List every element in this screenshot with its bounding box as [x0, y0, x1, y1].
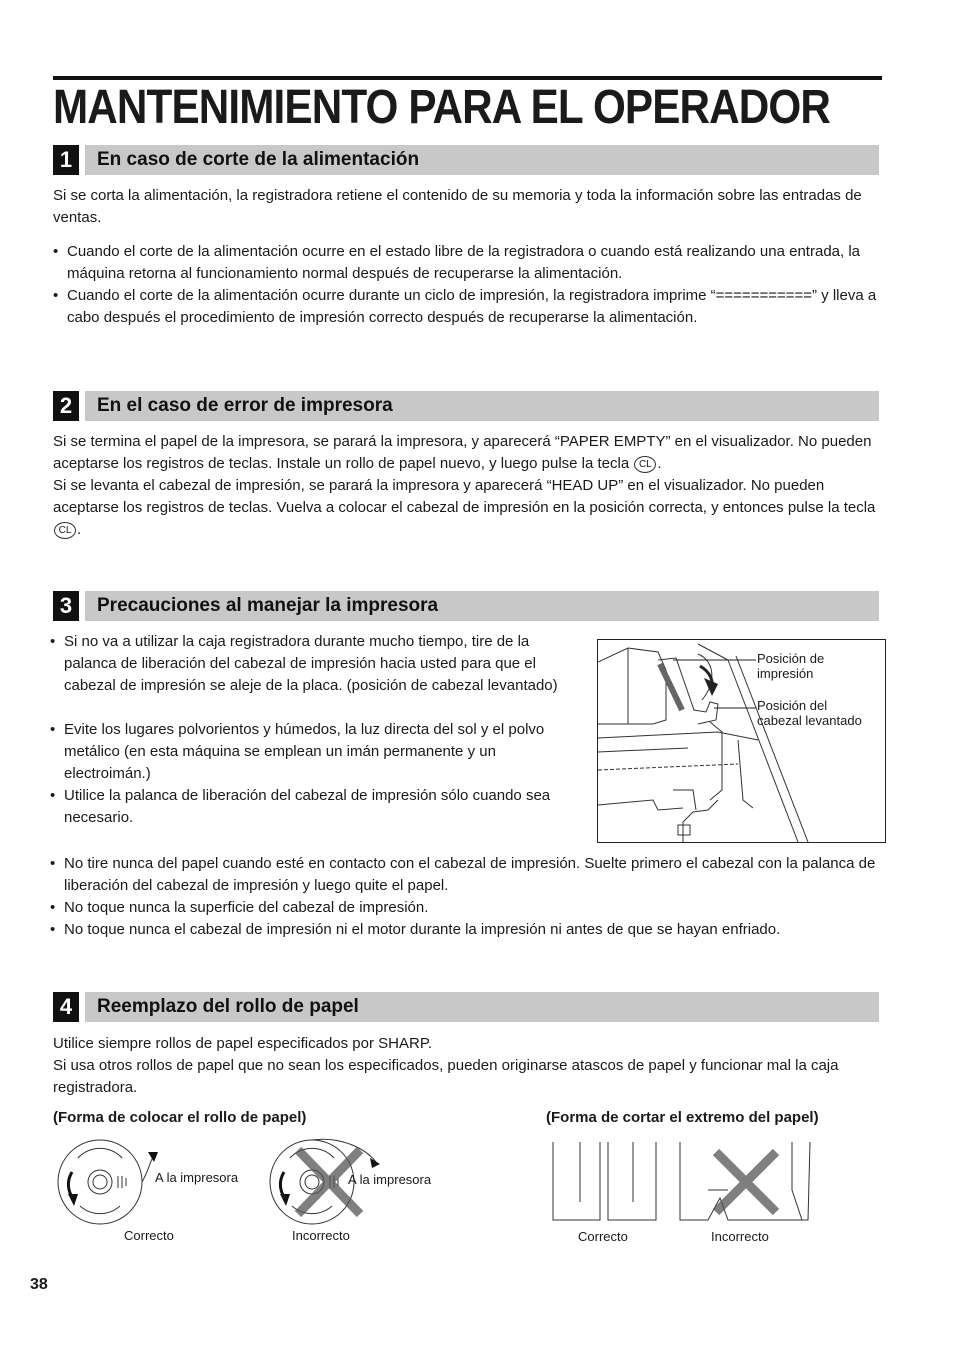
roll-placement-caption: (Forma de colocar el rollo de papel) [53, 1109, 307, 1126]
section-1-intro: Si se corta la alimentación, la registradora retiene el contenido de su memoria y toda la información sobre las entradas de ventas. [53, 187, 862, 226]
period: . [77, 521, 82, 538]
section-header-2 [53, 391, 879, 421]
paper-cut-illustration [548, 1140, 818, 1225]
section-header-4 [53, 992, 879, 1022]
section-title-bar [85, 145, 879, 175]
section-title: Precauciones al manejar la impresora [97, 595, 439, 616]
cl-key-icon: CL [54, 522, 76, 539]
section-title-bar [85, 391, 879, 421]
incorrect-label: Incorrecto [292, 1228, 350, 1243]
paper-warning-text: Si usa otros rollos de papel que no sean los especificados, pueden originarse atascos de papel y funcionar mal la caja registradora. [53, 1057, 839, 1096]
paper-empty-text: Si se termina el papel de la impresora, se parará la impresora, y aparecerá “PAPER EMPTY” en el visualizador. No pueden aceptarse los registros de teclas. Instale un rollo de papel nuevo, y luego pulse la tecla [53, 433, 872, 472]
section-3-bullets-wide [50, 853, 885, 941]
period: . [657, 455, 662, 472]
list-item: • Cuando el corte de la alimentación ocurre en el estado libre de la registradora o cuando está realizando una entrada, la máquina retorna al funcionamiento normal después de recuperarse la alimentación. [53, 241, 879, 285]
to-printer-label: A la impresora [155, 1170, 239, 1185]
section-3-bullets-narrow [50, 631, 575, 829]
section-header-3 [53, 591, 879, 621]
paper-spec-text: Utilice siempre rollos de papel especificados por SHARP. [53, 1035, 433, 1052]
list-item: • No tire nunca del papel cuando esté en contacto con el cabezal de impresión. Suelte primero el cabezal con la palanca de liberación del cabezal de impresión y luego quite el papel. [50, 853, 885, 897]
list-item: • No toque nunca el cabezal de impresión ni el motor durante la impresión ni antes de que se hayan enfriado. [50, 919, 885, 941]
section-2-body [53, 431, 883, 541]
list-item: • Evite los lugares polvorientos y húmedos, la luz directa del sol y el polvo metálico (en esta máquina se emplean un imán permanente y un electroimán.) [50, 719, 575, 785]
section-title: En el caso de error de impresora [97, 395, 393, 416]
list-item: • Utilice la palanca de liberación del cabezal de impresión sólo cuando sea necesario. [50, 785, 575, 829]
list-item: • No toque nunca la superficie del cabezal de impresión. [50, 897, 885, 919]
page-number: 38 [30, 1276, 48, 1293]
correct-label: Correcto [124, 1228, 174, 1243]
section-number: 1 [53, 145, 79, 175]
section-title: En caso de corte de la alimentación [97, 149, 420, 170]
incorrect-label: Incorrecto [711, 1229, 769, 1244]
to-printer-label: A la impresora [348, 1172, 432, 1187]
printer-head-illustration [598, 640, 885, 842]
section-number: 2 [53, 391, 79, 421]
print-position-label: Posición de [757, 651, 825, 666]
correct-label: Correcto [578, 1229, 628, 1244]
page-title: MANTENIMIENTO PARA EL OPERADOR [53, 81, 830, 134]
cl-key-icon: CL [634, 456, 656, 473]
section-number: 4 [53, 992, 79, 1022]
section-header-1 [53, 145, 879, 175]
head-up-text: Si se levanta el cabezal de impresión, se parará la impresora y aparecerá “HEAD UP” en el visualizador. No pueden aceptarse los registros de teclas. Vuelva a colocar el cabezal de impresión en la posición correcta, y entonces pulse la tecla [53, 477, 876, 516]
roll-placement-illustration [50, 1138, 470, 1238]
head-up-position-label: Posición del [757, 698, 828, 713]
print-position-label: impresión [757, 666, 814, 681]
list-item: • Cuando el corte de la alimentación ocurre durante un ciclo de impresión, la registradora imprime “===========” y lleva a cabo después el procedimiento de impresión correcto después de recuperarse la alimentación. [53, 285, 879, 329]
head-up-position-label: cabezal levantado [757, 713, 862, 728]
section-number: 3 [53, 591, 79, 621]
section-title: Reemplazo del rollo de papel [97, 996, 359, 1017]
printer-head-figure [597, 639, 886, 843]
paper-cut-caption: (Forma de cortar el extremo del papel) [546, 1109, 819, 1126]
list-item: • Si no va a utilizar la caja registradora durante mucho tiempo, tire de la palanca de liberación del cabezal de impresión hacia usted para que el cabezal de impresión se aleje de la placa. (posición de cabezal levantado) [50, 631, 575, 697]
section-title-bar [85, 992, 879, 1022]
section-1-bullets [53, 241, 879, 329]
section-title-bar [85, 591, 879, 621]
section-4-body [53, 1033, 879, 1099]
